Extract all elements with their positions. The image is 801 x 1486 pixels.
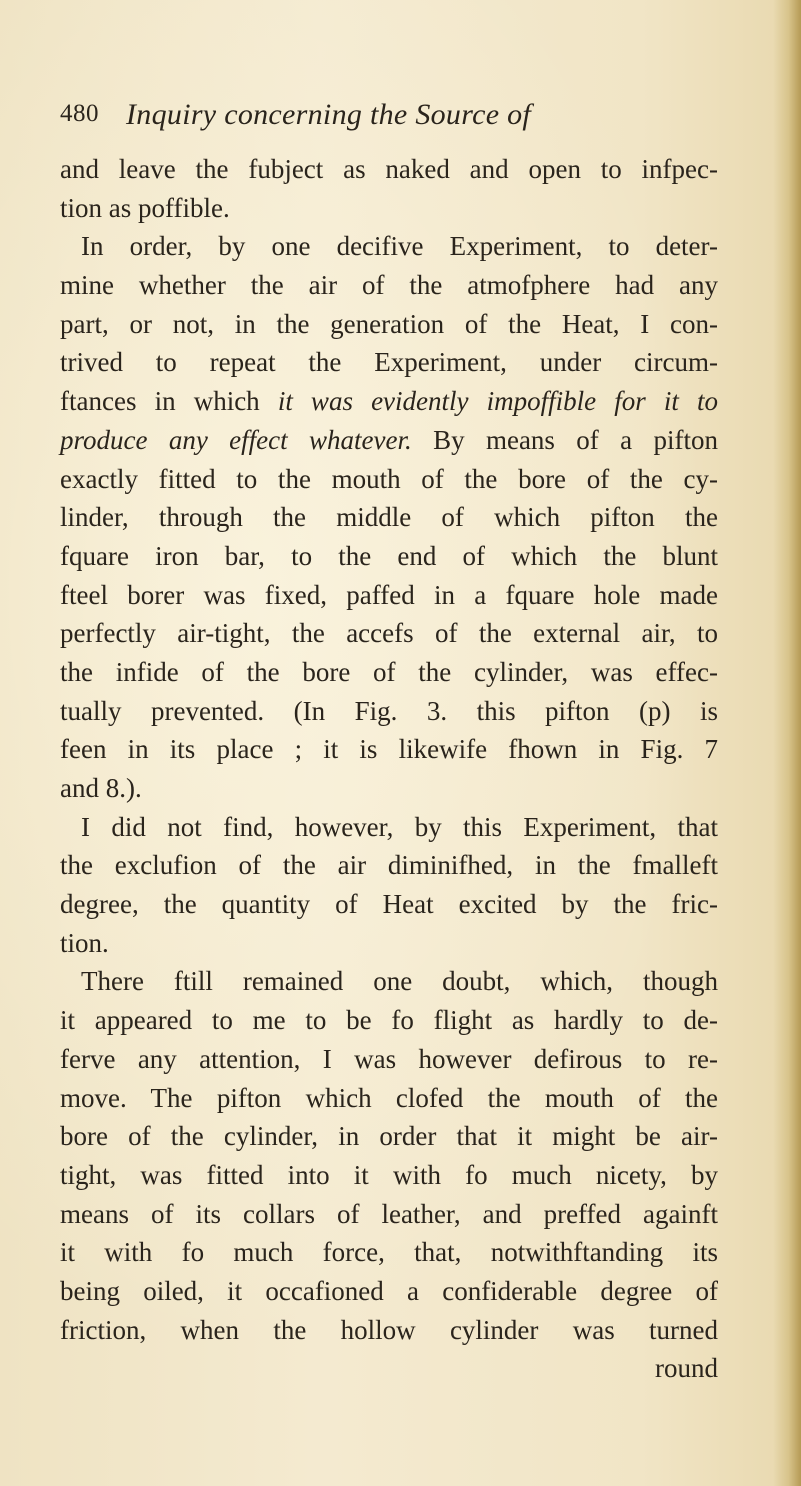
paragraph-start-line: In order, by one decifive Experiment, to deter- (81, 231, 718, 262)
text-line (60, 382, 718, 421)
text-line: and 8.). (60, 773, 142, 803)
text-line: degree, the quantity of Heat excited by the fric- (60, 889, 718, 920)
text-line: means of its collars of leather, and preffed againft (60, 1198, 718, 1229)
page-header (60, 98, 760, 142)
text-line: being oiled, it occafioned a confiderable degree of (60, 1275, 718, 1306)
text-line: trived to repeat the Experiment, under circum- (60, 347, 718, 378)
body-text (60, 150, 718, 1388)
catchword: round (655, 1353, 718, 1384)
text-run: By means of a pifton (411, 424, 718, 455)
text-line: tually prevented. (In Fig. 3. this pifton (p) is (60, 695, 718, 726)
text-line: move. The pifton which clofed the mouth of the (60, 1082, 718, 1113)
italic-run: produce any effect whatever. (60, 424, 412, 455)
text-line: ferve any attention, I was however defirous to re- (60, 1043, 718, 1074)
text-line: mine whether the air of the atmofphere had any (60, 270, 718, 301)
text-line: the exclufion of the air diminifhed, in the fmalleft (60, 850, 718, 881)
text-line: it with fo much force, that, notwithftanding its (60, 1237, 718, 1268)
text-line: fquare iron bar, to the end of which the blunt (60, 540, 718, 571)
paragraph-start-line: I did not find, however, by this Experiment, that (81, 811, 718, 842)
text-line: part, or not, in the generation of the Heat, I con- (60, 308, 718, 339)
text-line (60, 421, 718, 460)
text-line: the infide of the bore of the cylinder, was effec- (60, 656, 718, 687)
text-line: bore of the cylinder, in order that it might be air- (60, 1121, 718, 1152)
text-run: ftances in which (60, 386, 278, 417)
text-line: feen in its place ; it is likewife fhown in Fig. 7 (60, 734, 718, 765)
text-line: it appeared to me to be fo flight as hardly to de- (60, 1005, 718, 1036)
text-line: exactly fitted to the mouth of the bore of the cy- (60, 463, 718, 494)
text-line: and leave the fubject as naked and open to infpec- (60, 154, 718, 184)
text-line: tight, was fitted into it with fo much nicety, by (60, 1159, 718, 1190)
page-number: 480 (60, 100, 99, 127)
text-line: tion. (60, 927, 109, 958)
text-line: linder, through the middle of which pifton the (60, 502, 718, 533)
text-line: fteel borer was fixed, paffed in a fquare hole made (60, 579, 718, 610)
text-line: tion as poffible. (60, 192, 230, 223)
page-edge-shadow (773, 0, 801, 1486)
text-line: perfectly air-tight, the accefs of the external air, to (60, 618, 718, 649)
running-head: Inquiry concerning the Source of (126, 98, 532, 131)
paragraph-start-line: There ftill remained one doubt, which, though (81, 966, 718, 997)
text-line: friction, when the hollow cylinder was turned (60, 1314, 718, 1345)
italic-run: it was evidently impoffible for it to (277, 386, 719, 417)
